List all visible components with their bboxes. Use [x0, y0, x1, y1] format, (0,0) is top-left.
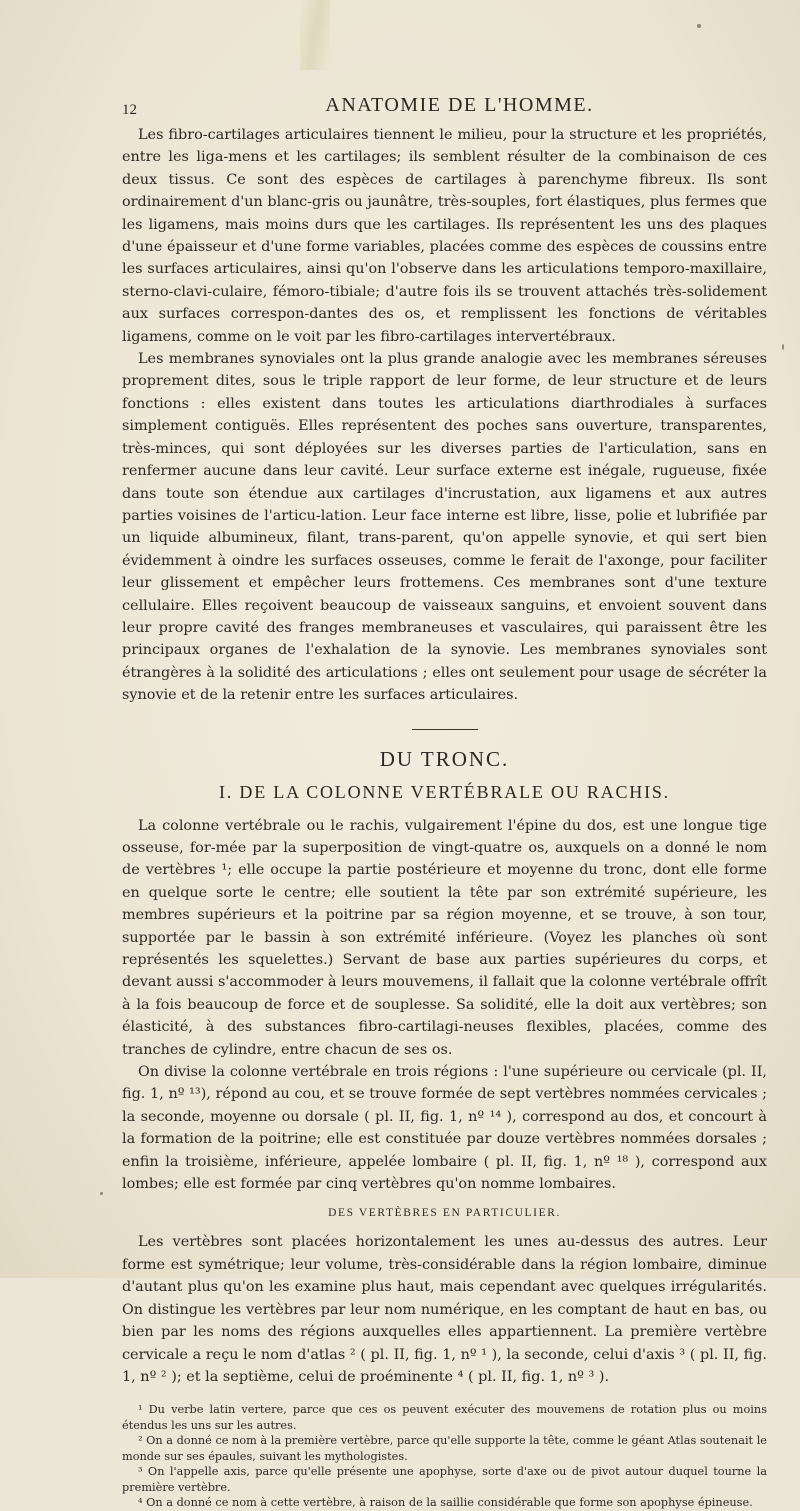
page-body [122, 124, 767, 1511]
section-divider [412, 729, 478, 730]
paragraph-fibro-cartilages: Les fibro-cartilages articulaires tiennent le milieu, pour la structure et les propriétés, entre les liga-mens et les cartilages; ils semblent résulter de la combinaison de ces deux tissus. Ce sont des espèces de cartilages à parenchyme fibreux. Ils sont ordinairement d'un blanc-gris ou jaunâtre, très-souples, fort élastiques, plus fermes que les ligamens, mais moins durs que les cartilages. Ils représentent les uns des plaques d'une épaisseur et d'une forme variables, placées comme des espèces de coussins entre les surfaces articulaires, ainsi qu'on l'observe dans les articulations temporo-maxillaire, sterno-clavi-culaire, fémoro-tibiale; d'autre fois ils se trouvent attachés très-solidement aux surfaces correspon-dantes des os, et remplissent les fonctions de véritables ligamens, comme on le voit par les fibro-cartilages intervertébraux. [122, 127, 767, 345]
subsection-heading: DES VERTÈBRES EN PARTICULIER. [328, 1207, 561, 1220]
paragraph-membranes-synoviales: Les membranes synoviales ont la plus grande analogie avec les membranes séreuses proprement dites, sous le triple rapport de leur forme, de leur structure et de leurs fonctions : elles existent dans toutes les articulations diarthrodiales à surfaces simplement contiguës. Elles représentent des poches sans ouverture, transparentes, très-minces, qui sont déployées sur les diverses parties de l'articulation, sans en renfermer aucune dans leur cavité. Leur surface externe est inégale, rugueuse, fixée dans toute son étendue aux cartilages d'incrustation, aux ligamens et aux autres parties voisines de l'articu-lation. Leur face interne est libre, lisse, polie et lubrifiée par un liquide albumineux, filant, trans-parent, qu'on appelle synovie, et qui sert bien évidemment à oindre les surfaces osseuses, comme le ferait de l'axonge, pour faciliter leur glissement et empêcher leurs frottemens. Ces membranes sont d'une texture cellulaire. Elles reçoivent beaucoup de vaisseaux sanguins, et envoient souvent dans leur propre cavité des franges membraneuses et vasculaires, qui paraissent être les principaux organes de l'exhalation de la synovie. Les membranes synoviales sont étrangères à la solidité des articulations ; elles ont seulement pour usage de sécréter la synovie et de la retenir entre les surfaces articulaires. [122, 351, 767, 704]
footnote: ⁴ On a donné ce nom à cette vertèbre, à raison de la saillie considérable que forme son apophyse épineuse. [138, 1496, 753, 1510]
chapter-heading: I. DE LA COLONNE VERTÉBRALE OU RACHIS. [219, 781, 670, 802]
ink-speck [697, 24, 701, 28]
footnotes [122, 1402, 767, 1511]
section-heading: DU TRONC. [379, 746, 510, 771]
paper-crease [300, 0, 330, 70]
page-header [122, 92, 767, 122]
footnote: ² On a donné ce nom à la première vertèbre, parce qu'elle supporte la tête, comme le géant Atlas soutenait le monde sur ses épaules, suivant les mythologistes. [122, 1434, 767, 1463]
paragraph-colonne-intro: La colonne vertébrale ou le rachis, vulgairement l'épine du dos, est une longue tige osseuse, for-mée par la superposition de vingt-quatre os, auxquels on a donné le nom de vertèbres ¹; elle occupe la partie postérieure et moyenne du tronc, dont elle forme en quelque sorte le centre; elle soutient la tête par son extrémité supérieure, les membres supérieurs et la poitrine par sa région moyenne, et se trouve, à son tour, supportée par le bassin à son extrémité inférieure. (Voyez les planches où sont représentés les squelettes.) Servant de base aux parties supérieures du corps, et devant aussi s'accommoder à leurs mouvemens, il fallait que la colonne vertébrale offrît à la fois beaucoup de force et de souplesse. Sa solidité, elle la doit aux vertèbres; son élasticité, à des substances fibro-cartilagi-neuses flexibles, placées, comme des tranches de cylindre, entre chacun de ses os. [122, 817, 767, 1058]
ink-speck [782, 344, 784, 350]
paragraph-vertebres: Les vertèbres sont placées horizontalement les unes au-dessus des autres. Leur forme est symétrique; leur volume, très-considérable dans la région lombaire, diminue d'autant plus qu'on les examine plus haut, mais cependant avec quelques irrégularités. On distingue les vertèbres par leur nom numérique, en les comptant de haut en bas, ou bien par les noms des régions auxquelles elles appartiennent. La première vertèbre cervicale a reçu le nom d'atlas ² ( pl. II, fig. 1, nº ¹ ), la seconde, celui d'axis ³ ( pl. II, fig. 1, nº ² ); et la septième, celui de proéminente ⁴ ( pl. II, fig. 1, nº ³ ). [122, 1234, 767, 1385]
running-title: ANATOMIE DE L'HOMME. [325, 94, 594, 116]
ink-speck [100, 1192, 103, 1195]
footnote: ¹ Du verbe latin vertere, parce que ces os peuvent exécuter des mouvemens de rotation plus ou moins étendus les uns sur les autres. [122, 1403, 767, 1432]
footnote: ³ On l'appelle axis, parce qu'elle présente une apophyse, sorte d'axe ou de pivot autour duquel tourne la première vertèbre. [122, 1465, 767, 1494]
paragraph-colonne-regions: On divise la colonne vertébrale en trois régions : l'une supérieure ou cervicale (pl. II, fig. 1, nº ¹³), répond au cou, et se trouve formée de sept vertèbres nommées cervicales ; la seconde, moyenne ou dorsale ( pl. II, fig. 1, nº ¹⁴ ), correspond au dos, et concourt à la formation de la poitrine; elle est constituée par douze vertèbres nommées dorsales ; enfin la troisième, inférieure, appelée lombaire ( pl. II, fig. 1, nº ¹⁸ ), correspond aux lombes; elle est formée par cinq vertèbres qu'on nomme lombaires. [122, 1064, 767, 1193]
page-number: 12 [122, 102, 137, 118]
